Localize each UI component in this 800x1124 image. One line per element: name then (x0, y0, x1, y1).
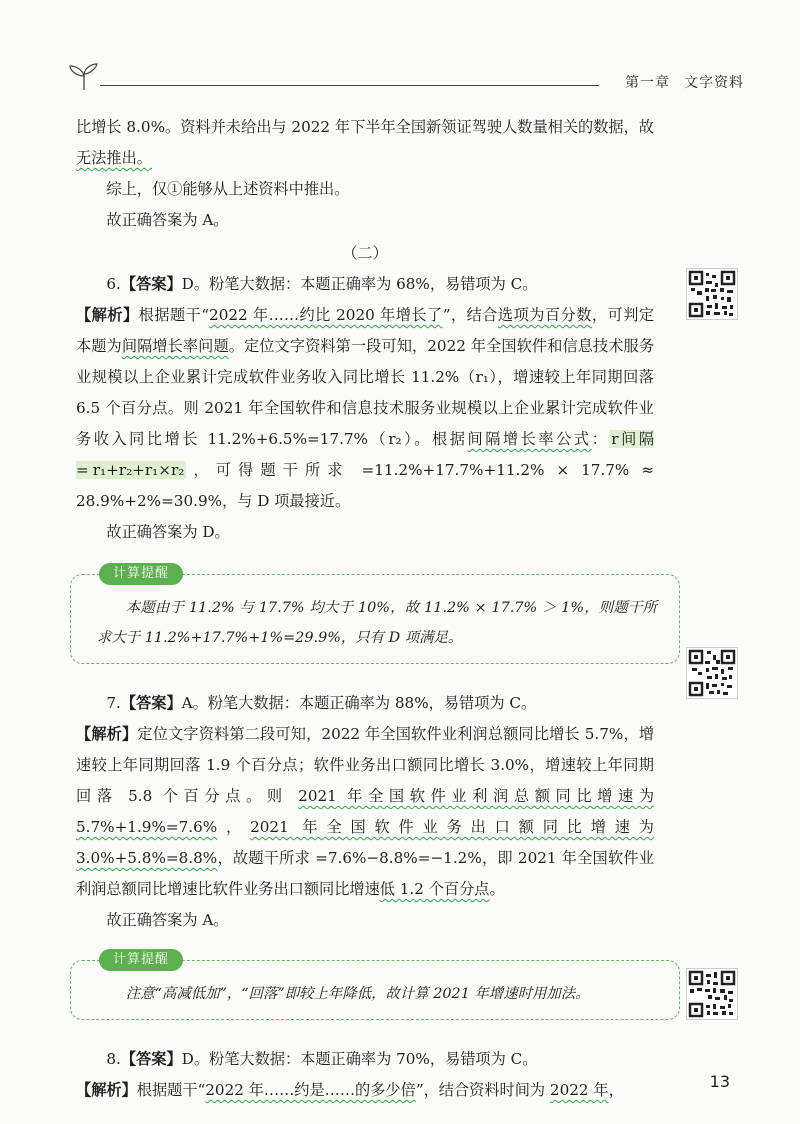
calc-tip-label: 计算提醒 (99, 563, 183, 585)
q7-number: 7. (106, 694, 121, 712)
underlined-text: 2022 年 (549, 1081, 609, 1099)
calc-tip-box (70, 952, 680, 1020)
q6-answer-text: D。粉笔大数据：本题正确率为 68%，易错项为 C。 (181, 275, 538, 293)
text: 。 (489, 880, 505, 898)
prev-paragraph (76, 112, 654, 174)
answer-tag: 【答案】 (120, 1050, 182, 1068)
page-body (76, 112, 657, 1106)
formula-highlight: r间隔= (76, 430, 655, 479)
underlined-text: 2022 年……约比 2020 年增长了 (209, 306, 443, 324)
text: 。定位文字资料第一段可知，2022 年全国软件和信息技术服务业规模以上企业累计完成软件业务收入同比增长 11.2%（r₁），增速较上年同期回落 6.5 个百分点。则 2021 年全国软件和信息技术服务业规模以上企业累计完成软件业务收入同比增长 11.2%+6.5%=17.7%（r₂）。根据 (76, 337, 655, 448)
answer-tag: 【答案】 (120, 275, 182, 293)
calc-tip-label: 计算提醒 (99, 949, 183, 971)
chapter-number: 第一章 (625, 75, 670, 91)
q7-analysis (76, 719, 654, 905)
q7-answer-text: A。粉笔大数据：本题正确率为 88%，易错项为 C。 (181, 694, 537, 712)
underlined-text: 选项为百分数 (497, 306, 592, 324)
analysis-tag: 【解析】 (76, 725, 138, 743)
text: 定位文字资料第二段可知，2022 年全国软件业利润总额同比增长 5.7%，增速较上年同期回落 1.9 个百分点；软件业务出口额同比增长 3.0%，增速较上年同期回落 5.8 个百分点。则 (76, 725, 655, 805)
underlined-text: 间隔增长率公式 (467, 430, 592, 448)
text: 根据题干“ (136, 1081, 206, 1099)
qr-code-icon[interactable] (686, 268, 738, 320)
answer-tag: 【答案】 (120, 694, 182, 712)
text: ，可判定本题为 (76, 306, 655, 355)
q8-analysis (76, 1075, 654, 1106)
text: 根据题干“ (138, 306, 210, 324)
text: ，可得题干所求 =11.2%+17.7%+11.2% × 17.7% ≈ 28.9%+2%=30.9%，与 D 项最接近。 (76, 461, 654, 510)
formula-highlight: r₁+r₂+r₁×r₂ (92, 461, 185, 479)
calc-tip-text: 本题由于 11.2% 与 17.7% 均大于 10%，故 11.2% × 17.7% ＞ 1%，则题干所求大于 11.2%+17.7%+1%=29.9%，只有 D 项满足。 (97, 600, 657, 646)
prev-summary: 综上，仅①能够从上述资料中推出。 (106, 180, 350, 198)
underlined-text: 2021 年全国软件业利润总额同比增速为 5.7%+1.9%=7.6% (76, 787, 655, 836)
prev-answer: 故正确答案为 A。 (106, 211, 229, 229)
analysis-tag: 【解析】 (76, 1081, 137, 1099)
text: ”，结合 (442, 306, 498, 324)
section-heading: （二） (342, 244, 388, 262)
analysis-tag: 【解析】 (76, 306, 139, 324)
text: ， (608, 1081, 624, 1099)
text: ， (217, 818, 251, 836)
q7-conclusion: 故正确答案为 A。 (106, 911, 229, 929)
q6-conclusion: 故正确答案为 D。 (106, 523, 230, 541)
q8-answer-text: D。粉笔大数据：本题正确率为 70%，易错项为 C。 (181, 1050, 538, 1068)
page-number: 13 (709, 1072, 730, 1091)
page-header (64, 68, 744, 102)
qr-code-icon[interactable] (686, 647, 738, 699)
q6-number: 6. (106, 275, 121, 293)
prev-line-underlined: 无法推出。 (76, 149, 152, 167)
qr-code-icon[interactable] (686, 968, 738, 1020)
chapter-name: 文字资料 (684, 75, 744, 91)
sprout-icon (64, 62, 104, 92)
calc-tip-box (70, 566, 680, 664)
text: ”，结合资料时间为 (415, 1081, 550, 1099)
underlined-text: 2021 年全国软件业务出口额同比增速为 3.0%+5.8%=8.8% (76, 818, 654, 867)
chapter-title (599, 72, 744, 92)
underlined-text: 低 1.2 个百分点 (379, 880, 490, 898)
calc-tip-text: 注意“高减低加”，“回落”即较上年降低，故计算 2021 年增速时用加法。 (125, 986, 590, 1002)
q6-analysis (76, 300, 654, 517)
text: ，故题干所求 =7.6%−8.8%=−1.2%，即 2021 年全国软件业利润总额同比增速比软件业务出口额同比增速 (76, 849, 654, 898)
q6-answer (76, 269, 654, 300)
text: ： (591, 430, 610, 448)
q8-answer (76, 1044, 654, 1075)
q7-answer (76, 688, 654, 719)
underlined-text: 间隔增长率问题 (121, 337, 229, 355)
prev-line: 比增长 8.0%。资料并未给出与 2022 年下半年全国新领证驾驶人数量相关的数据，故 (76, 118, 654, 136)
underlined-text: 2022 年……约是……的多少倍 (205, 1081, 416, 1099)
q8-number: 8. (106, 1050, 121, 1068)
